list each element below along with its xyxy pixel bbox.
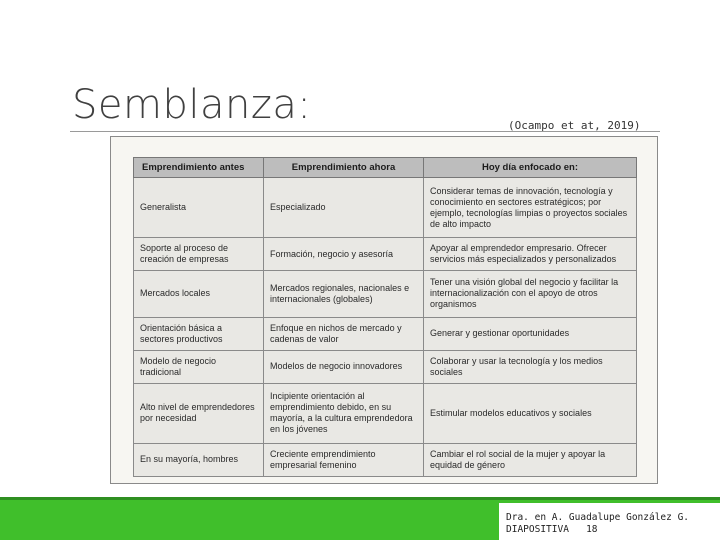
table-cell: Generar y gestionar oportunidades xyxy=(424,317,637,350)
table-row xyxy=(134,443,637,476)
table-cell: Mercados locales xyxy=(134,271,264,318)
table-row xyxy=(134,350,637,383)
table-cell: Apoyar al emprendedor empresario. Ofrecer servicios más especializados y personalizados xyxy=(424,238,637,271)
slide-title: Semblanza: xyxy=(72,82,312,128)
table-cell: Generalista xyxy=(134,178,264,238)
table-header-row xyxy=(134,158,637,178)
citation: (Ocampo et at, 2019) xyxy=(508,119,641,132)
table-cell: Cambiar el rol social de la mujer y apoyar la equidad de género xyxy=(424,443,637,476)
column-header-before: Emprendimiento antes xyxy=(134,158,264,178)
table-cell: Colaborar y usar la tecnología y los medios sociales xyxy=(424,350,637,383)
table-row xyxy=(134,317,637,350)
table-cell: Formación, negocio y asesoría xyxy=(264,238,424,271)
table-cell: En su mayoría, hombres xyxy=(134,443,264,476)
table-row xyxy=(134,238,637,271)
table-cell: Soporte al proceso de creación de empresas xyxy=(134,238,264,271)
table-cell: Considerar temas de innovación, tecnología y conocimiento en sectores estratégicos; por ejemplo, tecnologías limpias o proyectos sociales de alto impacto xyxy=(424,178,637,238)
table-row xyxy=(134,271,637,318)
footer-slide-number: DIAPOSITIVA 18 xyxy=(506,524,598,535)
footer-text xyxy=(506,512,689,536)
column-header-focus: Hoy día enfocado en: xyxy=(424,158,637,178)
table-row xyxy=(134,178,637,238)
table-cell: Tener una visión global del negocio y facilitar la internacionalización con el apoyo de otros organismos xyxy=(424,271,637,318)
column-header-now: Emprendimiento ahora xyxy=(264,158,424,178)
table-cell: Modelo de negocio tradicional xyxy=(134,350,264,383)
table-row xyxy=(134,383,637,443)
table-cell: Modelos de negocio innovadores xyxy=(264,350,424,383)
table-cell: Creciente emprendimiento empresarial femenino xyxy=(264,443,424,476)
table-cell: Enfoque en nichos de mercado y cadenas de valor xyxy=(264,317,424,350)
table-cell: Estimular modelos educativos y sociales xyxy=(424,383,637,443)
entrepreneurship-table xyxy=(133,157,637,477)
footer-author: Dra. en A. Guadalupe González G. xyxy=(506,512,690,523)
table-cell: Orientación básica a sectores productivos xyxy=(134,317,264,350)
table-cell: Especializado xyxy=(264,178,424,238)
table-cell: Incipiente orientación al emprendimiento debido, en su mayoría, a la cultura emprendedora en los jóvenes xyxy=(264,383,424,443)
table-cell: Alto nivel de emprendedores por necesidad xyxy=(134,383,264,443)
table-cell: Mercados regionales, nacionales e internacionales (globales) xyxy=(264,271,424,318)
